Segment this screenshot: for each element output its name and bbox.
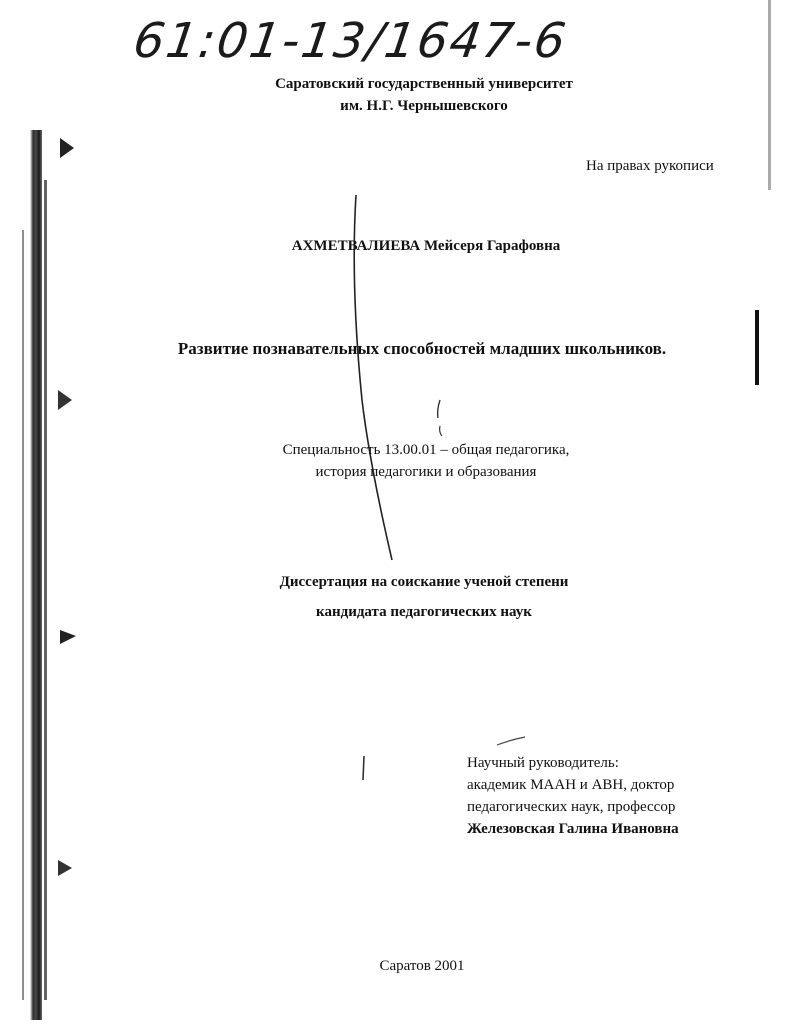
supervisor-label: Научный руководитель: — [467, 755, 619, 771]
author-name: АХМЕТВАЛИЕВА Мейсеря Гарафовна — [291, 238, 561, 254]
specialty-code: Специальность 13.00.01 – общая педагогика, — [282, 442, 570, 458]
manuscript-rights-note: На правах рукописи — [586, 158, 714, 174]
supervisor-name: Железовская Галина Ивановна — [467, 821, 679, 837]
handwritten-archive-code: 61:01-13/1647-6 — [130, 13, 571, 69]
university-name: Саратовский государственный университет — [275, 76, 573, 92]
supervisor-title: педагогических наук, профессор — [467, 799, 676, 815]
degree-statement: Диссертация на соискание ученой степени — [279, 574, 569, 590]
degree-name: кандидата педагогических наук — [316, 604, 532, 620]
supervisor-block — [467, 752, 679, 840]
university-named-after: им. Н.Г. Чернышевского — [340, 98, 508, 114]
thesis-title: Развитие познавательных способностей младших школьников. — [177, 339, 667, 358]
supervisor-title: академик МААН и АВН, доктор — [467, 777, 675, 793]
specialty-description: история педагогики и образования — [315, 464, 537, 480]
binding-edge-line — [22, 230, 24, 1000]
city-year: Саратов 2001 — [379, 958, 465, 974]
page-edge-line — [768, 0, 771, 190]
